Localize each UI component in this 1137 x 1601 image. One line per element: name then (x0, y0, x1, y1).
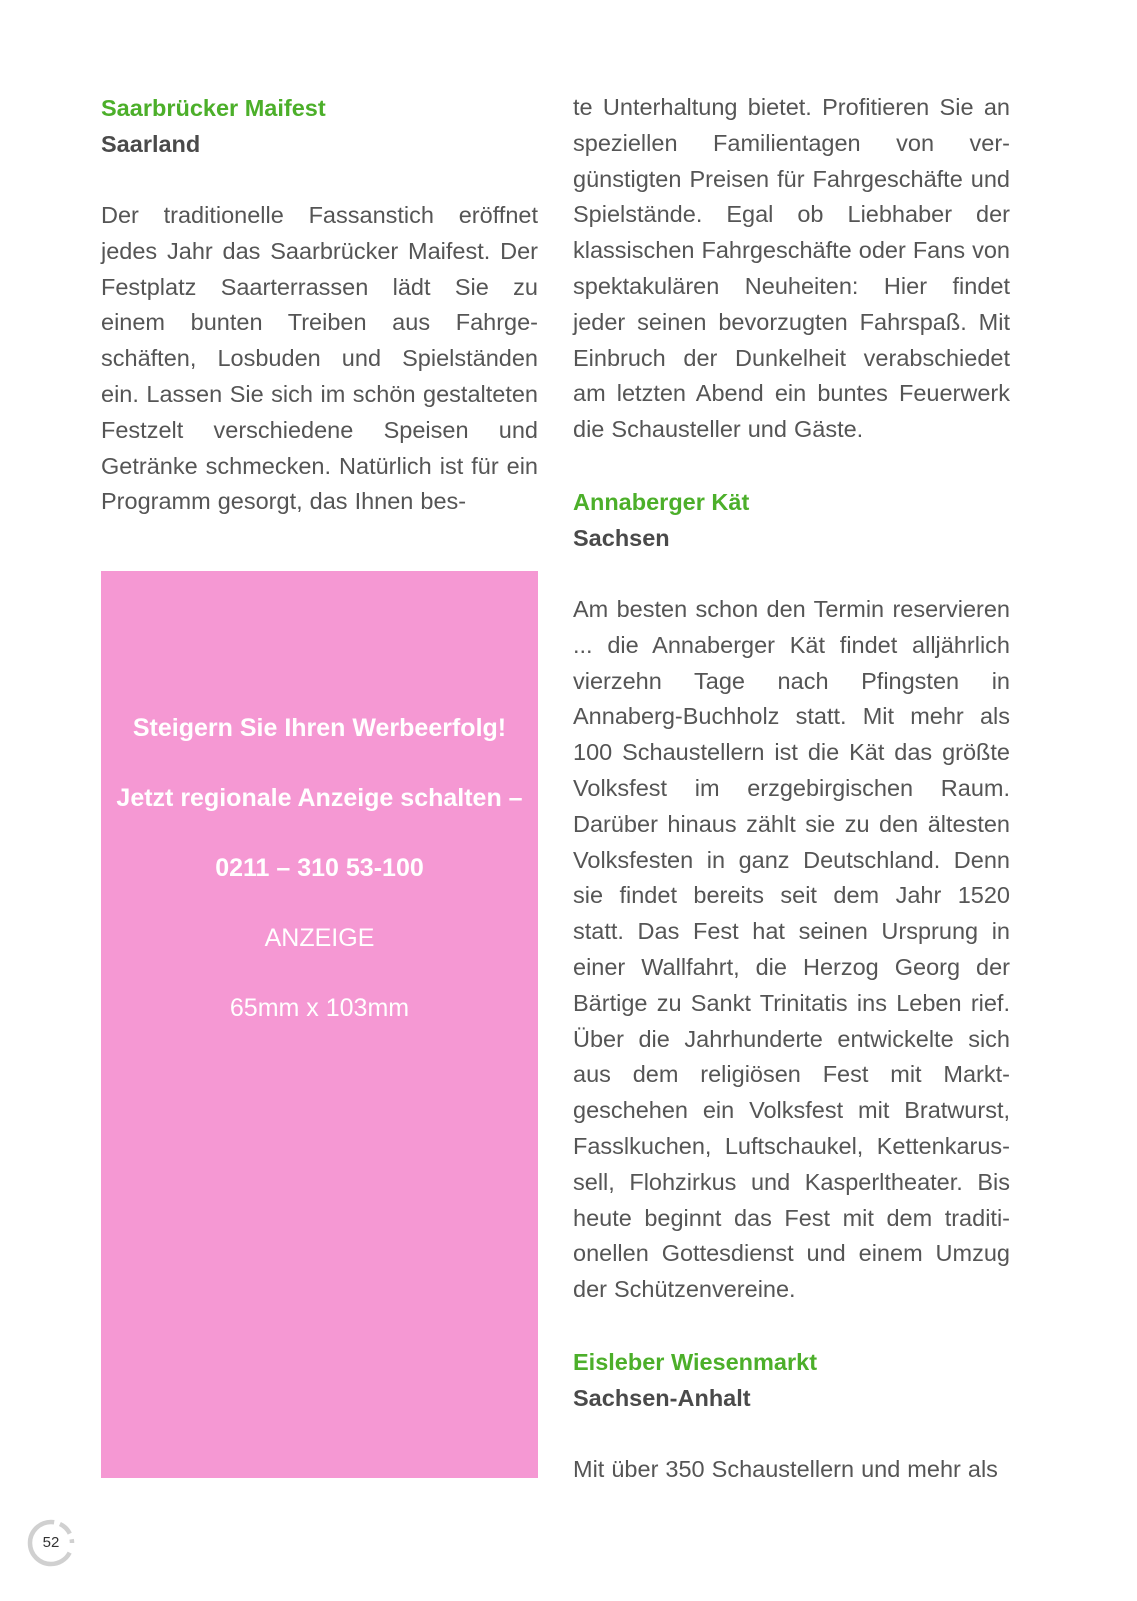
ad-headline: Steigern Sie Ihren Werbeerfolg! (132, 714, 507, 742)
section-text-saarbruecker-maifest: Der traditionelle Fassanstich eröffnet jedes Jahr das Saarbrücker Maifest. Der Festplatz Saarterrassen lädt Sie zu einem bunten Treiben aus Fahrgeschäften, Losbuden und Spielständen ein. Lassen Sie sich im schön gestalteten Festzelt verschiedene Speisen und Getränke schmecken. Natürlich ist für ein Programm gesorgt, das Ihnen bes- (101, 202, 538, 515)
section-text-continuation: te Unterhaltung bietet. Profitieren Sie an speziellen Familientagen von vergünstigten Preisen für Fahrgeschäfte und Spielstände. Egal ob Liebhaber der klassischen Fahrgeschäfte oder Fans von spektakulären Neuheiten: Hier findet jeder seinen bevorzugten Fahrspaß. Mit Einbruch der Dunkelheit verabschiedet am letzten Abend ein buntes Feuerwerk die Schausteller und Gäste. (573, 94, 1010, 443)
ad-dimensions: 65mm x 103mm (229, 994, 410, 1022)
section-title-eisleber-wiesenmarkt: Eisleber Wiesenmarkt (573, 1348, 818, 1375)
section-region-sachsen: Sachsen (573, 524, 670, 551)
advertisement-placeholder (101, 571, 538, 1478)
right-column (573, 90, 1010, 1488)
ad-call-to-action: Jetzt regionale Anzeige schalten – (116, 784, 523, 812)
page-number: 52 (42, 1534, 60, 1551)
section-region-saarland: Saarland (101, 131, 201, 157)
section-region-sachsen-anhalt: Sachsen-Anhalt (573, 1384, 751, 1411)
ad-phone-number: 0211 – 310 53-100 (215, 854, 424, 882)
section-text-annaberger-kaet: Am besten schon den Termin reservieren ... die Annaberger Kät findet alljährlich vierzehn Tage nach Pfingsten in Annaberg-Buchholz statt. Mit mehr als 100 Schaustellern ist die Kät das größte Volksfest im erzgebirgischen Raum. Darüber hinaus zählt sie zu den ältesten Volksfesten in ganz Deutschland. Denn sie findet bereits seit dem Jahr 1520 statt. Das Fest hat seinen Ursprung in einer Wallfahrt, die Herzog Georg der Bärtige zu Sankt Trinitatis ins Leben rief. Über die Jahrhunderte entwickelte sich aus dem religiösen Fest mit Marktgeschehen ein Volksfest mit Bratwurst, Fasslkuchen, Luftschaukel, Kettenkarussell, Flohzirkus und Kasperltheater. Bis heute beginnt das Fest mit dem traditionellen Gottesdienst und einem Umzug der Schützenvereine. (573, 595, 1010, 1303)
section-title-saarbruecker-maifest: Saarbrücker Maifest (101, 95, 326, 121)
page-number-badge (26, 1518, 76, 1568)
left-column (101, 90, 538, 520)
section-title-annaberger-kaet: Annaberger Kät (573, 488, 750, 515)
ad-label: ANZEIGE (264, 924, 375, 952)
section-text-eisleber-wiesenmarkt: Mit über 350 Schaustellern und mehr als (573, 1455, 998, 1482)
